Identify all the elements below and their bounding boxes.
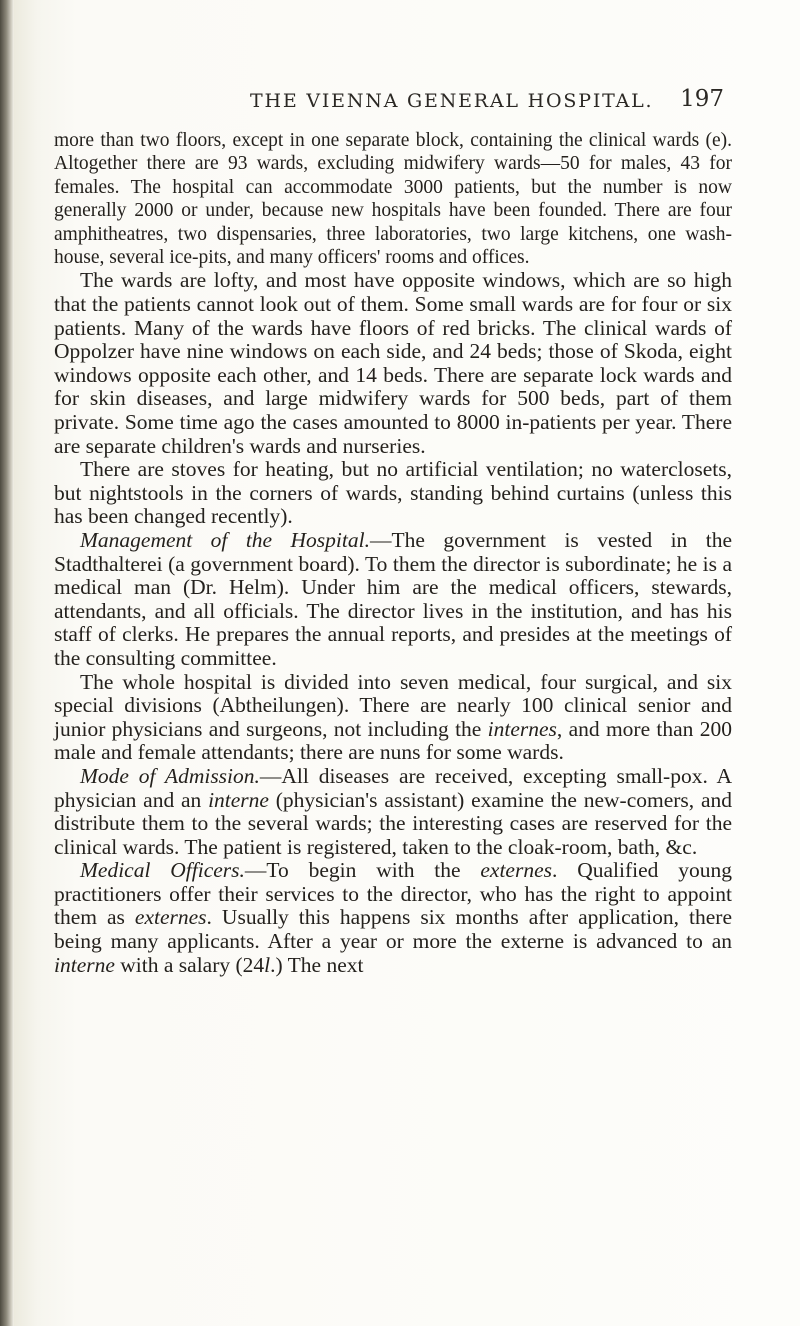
text-run: The whole hospital is divided into seven medical, four surgical, and six special divisions (Abtheilungen). There are nearly 100 clinical senior and junior physicians and surgeons, not including the	[54, 669, 732, 741]
paragraph-management	[54, 529, 732, 671]
italic-term: externes	[480, 858, 553, 883]
page-header	[74, 88, 724, 118]
paragraph-continuation: more than two floors, except in one separate block, containing the clinical wards (e). Altogether there are 93 wards, excluding midwifery wards—50 for males, 43 for females. The hospital can accommodate 3000 patients, but the number is now generally 2000 or under, because new hospitals have been founded. There are four amphitheatres, two dispensaries, three laboratories, two large kitchens, one wash-house, several ice-pits, and many officers' rooms and offices.	[54, 130, 732, 269]
page-number: 197	[680, 86, 724, 112]
section-heading-medical-officers: Medical Officers.	[80, 858, 245, 883]
page-body	[54, 129, 732, 977]
paragraph-heating: There are stoves for heating, but no artificial ventilation; no waterclosets, but nightstools in the corners of wards, standing behind curtains (unless this has been changed recently).	[54, 457, 732, 529]
text-run: . Usually this happens six months after application, there being many applicants. After a year or more the externe is advanced to an	[54, 905, 732, 954]
text-run: (physician's assistant) examine the new-comers, and distribute them to the several wards; the interesting cases are reserved for the clinical wards. The patient is registered, taken to the cloak-room, bath, &c.	[54, 787, 732, 859]
paragraph-wards: The wards are lofty, and most have opposite windows, which are so high that the patients cannot look out of them. Some small wards are for four or six patients. Many of the wards have floors of red bricks. The clinical wards of Oppolzer have nine windows on each side, and 24 beds; those of Skoda, eight windows opposite each other, and 14 beds. There are separate lock wards and for skin diseases, and large midwifery wards for 500 beds, part of them private. Some time ago the cases amounted to 8000 in-patients per year. There are separate children's wards and nurseries.	[54, 268, 732, 458]
text-run: —All diseases are received, excepting small-pox. A physician and an	[54, 763, 732, 812]
italic-term: l	[264, 952, 271, 977]
section-heading-management: Management of the Hospital.	[80, 527, 370, 552]
text-run: , and more than 200 male and female attendants; there are nuns for some wards.	[54, 716, 732, 765]
paragraph-divisions	[54, 671, 732, 765]
text-run: .) The next	[270, 952, 364, 977]
paragraph-medical-officers	[54, 859, 732, 977]
italic-term: internes	[487, 716, 557, 741]
book-page	[14, 0, 800, 1326]
italic-term: interne	[54, 952, 115, 977]
section-heading-admission: Mode of Admission.	[80, 763, 260, 788]
paragraph-management-text: —The government is vested in the Stadthalterei (a government board). To them the director is subordinate; he is a medical man (Dr. Helm). Under him are the medical officers, stewards, attendants, and all officials. The director lives in the institution, and has his staff of clerks. He prepares the annual reports, and presides at the meetings of the consulting committee.	[54, 527, 732, 670]
italic-term: externes	[134, 905, 207, 930]
book-spine-shadow	[0, 0, 14, 1326]
paragraph-admission	[54, 765, 732, 859]
text-run: —To begin with the	[244, 858, 481, 883]
running-head: THE VIENNA GENERAL HOSPITAL.	[250, 90, 654, 112]
text-run: with a salary (24	[114, 952, 265, 977]
italic-term: interne	[208, 787, 269, 812]
text-run: . Qualified young practitioners offer their services to the director, who has the right to appoint them as	[54, 858, 732, 930]
